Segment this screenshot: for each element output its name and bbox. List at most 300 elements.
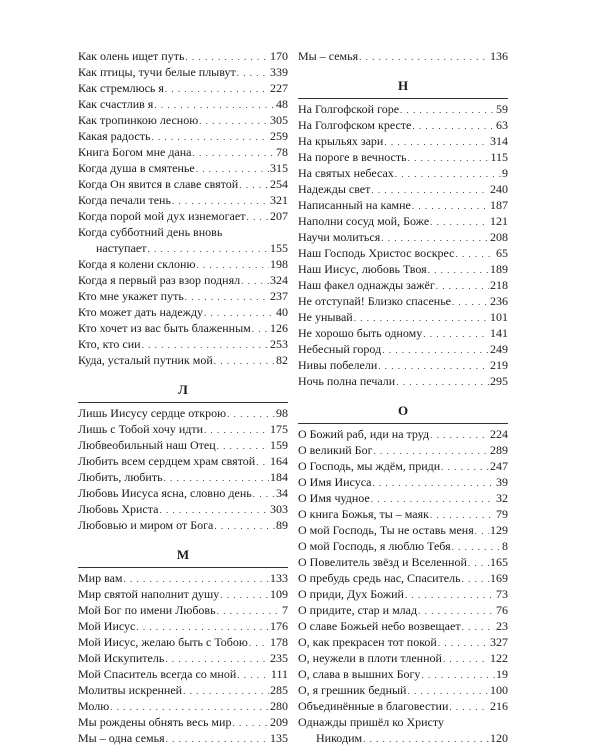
entry-title: О Господь, мы ждём, приди bbox=[298, 459, 441, 473]
entry-title: О, как прекрасен тот покой bbox=[298, 635, 437, 649]
entry-title: Любовь Христа bbox=[78, 502, 159, 516]
dot-leader bbox=[196, 257, 269, 273]
dot-leader bbox=[232, 715, 269, 731]
dot-leader bbox=[363, 731, 489, 747]
entry-page-number: 184 bbox=[270, 470, 288, 484]
entry-page-number: 327 bbox=[490, 635, 508, 649]
index-entry[interactable] bbox=[78, 570, 288, 586]
index-entry[interactable] bbox=[298, 165, 508, 181]
index-entry-list bbox=[78, 568, 288, 746]
entry-title: Наш Господь Христос воскрес bbox=[298, 246, 455, 260]
dot-leader bbox=[381, 230, 489, 246]
dot-leader bbox=[384, 134, 489, 150]
entry-page-number: 237 bbox=[270, 289, 288, 303]
index-entry[interactable] bbox=[298, 245, 508, 261]
index-entry[interactable] bbox=[78, 80, 288, 96]
dot-leader bbox=[246, 209, 269, 225]
entry-page-number: 48 bbox=[276, 97, 288, 111]
index-entry[interactable] bbox=[298, 101, 508, 117]
entry-page-number: 247 bbox=[490, 459, 508, 473]
index-entry[interactable] bbox=[78, 336, 288, 352]
entry-page-number: 122 bbox=[490, 651, 508, 665]
dot-leader bbox=[253, 486, 275, 502]
entry-title: О книга Божья, ты – маяк bbox=[298, 507, 429, 521]
entry-title: Научи молиться bbox=[298, 230, 381, 244]
entry-title: Книга Богом мне дана bbox=[78, 145, 192, 159]
index-entry[interactable] bbox=[298, 522, 508, 538]
index-entry[interactable] bbox=[298, 426, 508, 442]
entry-title: Как птицы, тучи белые плывут bbox=[78, 65, 236, 79]
index-entry[interactable] bbox=[78, 453, 288, 469]
dot-leader bbox=[436, 278, 489, 294]
entry-title: Лишь Иисусу сердце открою bbox=[78, 406, 227, 420]
entry-title: Ночь полна печали bbox=[298, 374, 396, 388]
index-entry[interactable] bbox=[78, 586, 288, 602]
entry-page-number: 121 bbox=[490, 214, 508, 228]
index-entry[interactable] bbox=[298, 197, 508, 213]
index-entry[interactable] bbox=[298, 666, 508, 682]
dot-leader bbox=[423, 326, 489, 342]
entry-title: Наш факел однажды зажёг bbox=[298, 278, 435, 292]
dot-leader bbox=[418, 603, 495, 619]
entry-title: Небесный город bbox=[298, 342, 382, 356]
index-entry[interactable] bbox=[298, 341, 508, 357]
index-section bbox=[298, 74, 508, 389]
dot-leader bbox=[373, 443, 489, 459]
index-entry[interactable] bbox=[78, 517, 288, 533]
entry-title: Объединённые в благовестии bbox=[298, 699, 449, 713]
dot-leader bbox=[354, 310, 489, 326]
entry-title-continued: Никодим bbox=[316, 731, 363, 745]
index-entry[interactable] bbox=[78, 485, 288, 501]
entry-page-number: 259 bbox=[270, 129, 288, 143]
dot-leader bbox=[441, 459, 489, 475]
index-entry[interactable] bbox=[78, 64, 288, 80]
index-entry[interactable] bbox=[298, 698, 508, 714]
entry-page-number: 19 bbox=[496, 667, 508, 681]
entry-title: Любовью и миром от Бога bbox=[78, 518, 214, 532]
entry-title: О, слава в вышних Богу bbox=[298, 667, 421, 681]
entry-page-number: 115 bbox=[490, 150, 508, 164]
section-letter: М bbox=[176, 547, 190, 562]
dot-leader bbox=[412, 118, 495, 134]
index-entry[interactable] bbox=[298, 554, 508, 570]
entry-page-number: 315 bbox=[270, 161, 288, 175]
dot-leader bbox=[378, 358, 489, 374]
index-entry[interactable] bbox=[78, 405, 288, 421]
entry-page-number: 34 bbox=[276, 486, 288, 500]
index-entry[interactable] bbox=[298, 634, 508, 650]
index-entry[interactable] bbox=[298, 682, 508, 698]
entry-title: Лишь с Тобой хочу идти bbox=[78, 422, 204, 436]
dot-leader bbox=[405, 587, 495, 603]
entry-title: Когда субботний день вновь bbox=[78, 225, 223, 239]
dot-leader bbox=[421, 667, 495, 683]
entry-title: Как олень ищет путь bbox=[78, 49, 185, 63]
entry-title: Когда я первый раз взор поднял bbox=[78, 273, 241, 287]
entry-title: Как тропинкою лесною bbox=[78, 113, 199, 127]
dot-leader bbox=[408, 150, 490, 166]
entry-page-number: 339 bbox=[270, 65, 288, 79]
entry-page-number: 89 bbox=[276, 518, 288, 532]
dot-leader bbox=[124, 571, 269, 587]
index-entry[interactable] bbox=[298, 474, 508, 490]
entry-page-number: 120 bbox=[490, 731, 508, 745]
dot-leader bbox=[475, 523, 489, 539]
entry-title: О Повелитель звёзд и Вселенной bbox=[298, 555, 467, 569]
entry-page-number: 224 bbox=[490, 427, 508, 441]
entry-title: Любить, любить bbox=[78, 470, 163, 484]
index-entry[interactable] bbox=[298, 181, 508, 197]
index-entry[interactable] bbox=[78, 288, 288, 304]
dot-leader bbox=[110, 699, 269, 715]
entry-title: Кто мне укажет путь bbox=[78, 289, 184, 303]
entry-page-number: 39 bbox=[496, 475, 508, 489]
entry-page-number: 32 bbox=[496, 491, 508, 505]
entry-page-number: 164 bbox=[270, 454, 288, 468]
entry-title: Мой Иисус bbox=[78, 619, 136, 633]
entry-line bbox=[298, 714, 508, 730]
dot-leader bbox=[456, 246, 495, 262]
dot-leader bbox=[407, 683, 489, 699]
dot-leader bbox=[142, 337, 269, 353]
index-section bbox=[298, 399, 508, 746]
dot-leader bbox=[151, 129, 269, 145]
entry-title: Мы – семья bbox=[298, 49, 359, 63]
index-entry[interactable] bbox=[78, 618, 288, 634]
index-entry[interactable] bbox=[78, 352, 288, 368]
entry-title: О придите, стар и млад bbox=[298, 603, 418, 617]
index-entry[interactable] bbox=[78, 192, 288, 208]
index-entry[interactable] bbox=[298, 277, 508, 293]
dot-leader bbox=[428, 262, 489, 278]
entry-page-number: 227 bbox=[270, 81, 288, 95]
dot-leader bbox=[183, 683, 269, 699]
entry-page-number: 178 bbox=[270, 635, 288, 649]
index-entry[interactable] bbox=[78, 208, 288, 224]
entry-title: О приди, Дух Божий bbox=[298, 587, 404, 601]
entry-title: О пребудь средь нас, Спаситель bbox=[298, 571, 461, 585]
dot-leader bbox=[430, 427, 489, 443]
entry-page-number: 101 bbox=[490, 310, 508, 324]
dot-leader bbox=[400, 102, 495, 118]
index-entry[interactable] bbox=[78, 698, 288, 714]
index-entry[interactable] bbox=[298, 586, 508, 602]
entry-page-number: 235 bbox=[270, 651, 288, 665]
index-entry[interactable] bbox=[298, 261, 508, 277]
entry-page-number: 216 bbox=[490, 699, 508, 713]
index-entry[interactable] bbox=[78, 602, 288, 618]
entry-title: Нивы побелели bbox=[298, 358, 378, 372]
dot-leader bbox=[237, 667, 270, 683]
index-entry[interactable] bbox=[298, 373, 508, 389]
dot-leader bbox=[252, 321, 269, 337]
entry-title: На пороге в вечность bbox=[298, 150, 407, 164]
index-entry[interactable] bbox=[78, 272, 288, 288]
entry-page-number: 8 bbox=[502, 539, 508, 553]
entry-title: Кто может дать надежду bbox=[78, 305, 204, 319]
entry-title-continued: наступает bbox=[96, 241, 147, 255]
entry-title: О, неужели в плоти тленной bbox=[298, 651, 442, 665]
index-section bbox=[78, 543, 288, 746]
entry-page-number: 98 bbox=[276, 406, 288, 420]
entry-page-number: 218 bbox=[490, 278, 508, 292]
index-entry[interactable] bbox=[298, 490, 508, 506]
dot-leader bbox=[199, 113, 269, 129]
entry-title: О Имя Иисуса bbox=[298, 475, 372, 489]
dot-leader bbox=[217, 603, 281, 619]
entry-page-number: 303 bbox=[270, 502, 288, 516]
entry-line bbox=[78, 224, 288, 240]
dot-leader bbox=[468, 555, 489, 571]
entry-title: Куда, усталый путник мой bbox=[78, 353, 213, 367]
index-entry[interactable] bbox=[298, 602, 508, 618]
index-entry[interactable] bbox=[298, 650, 508, 666]
index-entry[interactable] bbox=[78, 112, 288, 128]
entry-title: О славе Божьей небо возвещает bbox=[298, 619, 461, 633]
index-entry[interactable] bbox=[78, 128, 288, 144]
entry-title: На святых небесах bbox=[298, 166, 394, 180]
dot-leader bbox=[249, 635, 269, 651]
dot-leader bbox=[462, 571, 489, 587]
index-entry[interactable] bbox=[298, 309, 508, 325]
entry-page-number: 207 bbox=[270, 209, 288, 223]
section-letter: Л bbox=[178, 382, 188, 397]
index-entry[interactable] bbox=[298, 149, 508, 165]
dot-leader bbox=[165, 81, 269, 97]
entry-title: Мой Иисус, желаю быть с Тобою bbox=[78, 635, 248, 649]
index-entry[interactable] bbox=[78, 48, 288, 64]
index-entry[interactable] bbox=[298, 538, 508, 554]
dot-leader bbox=[462, 619, 495, 635]
dot-leader bbox=[193, 145, 276, 161]
index-entry[interactable] bbox=[298, 213, 508, 229]
index-section bbox=[78, 378, 288, 533]
index-entry[interactable] bbox=[78, 634, 288, 650]
dot-leader bbox=[185, 49, 269, 65]
index-entry[interactable] bbox=[78, 176, 288, 192]
entry-title: Мир вам bbox=[78, 571, 123, 585]
entry-page-number: 159 bbox=[270, 438, 288, 452]
entry-page-number: 285 bbox=[270, 683, 288, 697]
entry-page-number: 289 bbox=[490, 443, 508, 457]
index-entry[interactable] bbox=[78, 224, 288, 256]
entry-page-number: 280 bbox=[270, 699, 288, 713]
index-entry[interactable] bbox=[298, 570, 508, 586]
entry-title: Как стремлюсь я bbox=[78, 81, 164, 95]
index-entry[interactable] bbox=[78, 650, 288, 666]
entry-title: Мой Спаситель всегда со мной bbox=[78, 667, 237, 681]
entry-title: О Имя чудное bbox=[298, 491, 370, 505]
index-entry[interactable] bbox=[78, 730, 288, 746]
entry-title: О мой Господь, Ты не оставь меня bbox=[298, 523, 474, 537]
entry-page-number: 314 bbox=[490, 134, 508, 148]
dot-leader bbox=[241, 273, 269, 289]
entry-page-number: 9 bbox=[502, 166, 508, 180]
index-entry[interactable] bbox=[78, 501, 288, 517]
entry-page-number: 175 bbox=[270, 422, 288, 436]
entry-title: Молитвы искренней bbox=[78, 683, 183, 697]
section-letter: Н bbox=[397, 78, 409, 93]
entry-page-number: 79 bbox=[496, 507, 508, 521]
entry-page-number: 100 bbox=[490, 683, 508, 697]
entry-title: Когда душа в смятенье bbox=[78, 161, 195, 175]
dot-leader bbox=[452, 539, 501, 555]
index-entry[interactable] bbox=[298, 442, 508, 458]
index-entry[interactable] bbox=[298, 117, 508, 133]
entry-page-number: 136 bbox=[490, 49, 508, 63]
entry-title: Мир святой наполнит душу bbox=[78, 587, 220, 601]
entry-page-number: 187 bbox=[490, 198, 508, 212]
entry-page-number: 155 bbox=[270, 241, 288, 255]
dot-leader bbox=[159, 502, 269, 518]
entry-page-number: 198 bbox=[270, 257, 288, 271]
index-entry[interactable] bbox=[298, 325, 508, 341]
entry-title: Мы рождены обнять весь мир bbox=[78, 715, 232, 729]
dot-leader bbox=[443, 651, 489, 667]
index-entry[interactable] bbox=[78, 437, 288, 453]
entry-title: Любвеобильный наш Отец bbox=[78, 438, 216, 452]
dot-leader bbox=[449, 699, 489, 715]
dot-leader bbox=[382, 342, 489, 358]
entry-title: Любовь Иисуса ясна, словно день bbox=[78, 486, 252, 500]
entry-page-number: 135 bbox=[270, 731, 288, 745]
dot-leader bbox=[430, 214, 489, 230]
entry-page-number: 82 bbox=[276, 353, 288, 367]
index-entry[interactable] bbox=[78, 469, 288, 485]
dot-leader bbox=[166, 731, 269, 747]
entry-page-number: 321 bbox=[270, 193, 288, 207]
entry-page-number: 254 bbox=[270, 177, 288, 191]
entry-page-number: 40 bbox=[276, 305, 288, 319]
entry-title: Написанный на камне bbox=[298, 198, 411, 212]
entry-page-number: 78 bbox=[276, 145, 288, 159]
entry-page-number: 169 bbox=[490, 571, 508, 585]
dot-leader bbox=[164, 470, 269, 486]
entry-page-number: 208 bbox=[490, 230, 508, 244]
index-entry[interactable] bbox=[298, 618, 508, 634]
index-entry[interactable] bbox=[298, 229, 508, 245]
entry-page-number: 73 bbox=[496, 587, 508, 601]
dot-leader bbox=[359, 49, 489, 65]
index-entry[interactable] bbox=[78, 96, 288, 112]
entry-page-number: 219 bbox=[490, 358, 508, 372]
index-column-left bbox=[78, 46, 288, 756]
entry-page-number: 295 bbox=[490, 374, 508, 388]
dot-leader bbox=[204, 422, 269, 438]
entry-page-number: 126 bbox=[270, 321, 288, 335]
entry-title: Однажды пришёл ко Христу bbox=[298, 715, 444, 729]
index-entry[interactable] bbox=[78, 160, 288, 176]
section-letter: О bbox=[397, 403, 409, 418]
entry-title: Мой Бог по имени Любовь bbox=[78, 603, 216, 617]
dot-leader bbox=[237, 65, 269, 81]
dot-leader bbox=[373, 475, 496, 491]
entry-page-number: 111 bbox=[270, 667, 288, 681]
index-entry[interactable] bbox=[78, 666, 288, 682]
dot-leader bbox=[396, 374, 489, 390]
index-entry[interactable] bbox=[78, 256, 288, 272]
index-entry[interactable] bbox=[78, 320, 288, 336]
entry-page-number: 249 bbox=[490, 342, 508, 356]
index-entry[interactable] bbox=[78, 304, 288, 320]
entry-page-number: 176 bbox=[270, 619, 288, 633]
index-entry[interactable] bbox=[298, 293, 508, 309]
entry-title: О великий Бог bbox=[298, 443, 373, 457]
entry-title: Не хорошо быть одному bbox=[298, 326, 423, 340]
entry-title: Какая радость bbox=[78, 129, 151, 143]
entry-page-number: 240 bbox=[490, 182, 508, 196]
dot-leader bbox=[412, 198, 489, 214]
index-entry[interactable] bbox=[78, 421, 288, 437]
dot-leader bbox=[438, 635, 489, 651]
index-entry[interactable] bbox=[78, 682, 288, 698]
index-section bbox=[298, 46, 508, 64]
entry-title: Наполни сосуд мой, Боже bbox=[298, 214, 430, 228]
entry-page-number: 133 bbox=[270, 571, 288, 585]
dot-leader bbox=[147, 241, 269, 257]
entry-title: Мой Искупитель bbox=[78, 651, 165, 665]
dot-leader bbox=[371, 182, 489, 198]
index-entry[interactable] bbox=[298, 48, 508, 64]
entry-page-number: 305 bbox=[270, 113, 288, 127]
dot-leader bbox=[214, 353, 275, 369]
entry-title: Не отступай! Близко спасенье bbox=[298, 294, 451, 308]
dot-leader bbox=[452, 294, 489, 310]
dot-leader bbox=[204, 305, 275, 321]
entry-line bbox=[298, 730, 508, 746]
dot-leader bbox=[214, 518, 275, 534]
dot-leader bbox=[185, 289, 269, 305]
index-entry[interactable] bbox=[298, 357, 508, 373]
entry-title: Мы – одна семья bbox=[78, 731, 165, 745]
entry-page-number: 209 bbox=[270, 715, 288, 729]
entry-title: На Голгофской горе bbox=[298, 102, 400, 116]
dot-leader bbox=[196, 161, 269, 177]
entry-page-number: 129 bbox=[490, 523, 508, 537]
index-entry[interactable] bbox=[78, 714, 288, 730]
dot-leader bbox=[165, 651, 269, 667]
index-entry-list bbox=[78, 403, 288, 533]
entry-title: Кто, кто сии bbox=[78, 337, 141, 351]
index-entry[interactable] bbox=[298, 714, 508, 746]
entry-title: Когда я колени склоню bbox=[78, 257, 196, 271]
entry-title: Не унывай bbox=[298, 310, 353, 324]
entry-page-number: 165 bbox=[490, 555, 508, 569]
dot-leader bbox=[256, 454, 269, 470]
index-entry[interactable] bbox=[298, 133, 508, 149]
dot-leader bbox=[172, 193, 269, 209]
entry-page-number: 141 bbox=[490, 326, 508, 340]
index-entry[interactable] bbox=[298, 458, 508, 474]
entry-page-number: 253 bbox=[270, 337, 288, 351]
entry-title: Любить всем сердцем храм святой bbox=[78, 454, 256, 468]
entry-line bbox=[78, 240, 288, 256]
entry-page-number: 324 bbox=[270, 273, 288, 287]
index-entry-list bbox=[298, 424, 508, 746]
entry-title: Надежды свет bbox=[298, 182, 371, 196]
entry-page-number: 59 bbox=[496, 102, 508, 116]
entry-page-number: 236 bbox=[490, 294, 508, 308]
index-entry[interactable] bbox=[298, 506, 508, 522]
entry-page-number: 170 bbox=[270, 49, 288, 63]
dot-leader bbox=[227, 406, 275, 422]
index-entry[interactable] bbox=[78, 144, 288, 160]
dot-leader bbox=[154, 97, 275, 113]
dot-leader bbox=[239, 177, 269, 193]
dot-leader bbox=[217, 438, 269, 454]
entry-title: Когда печали тень bbox=[78, 193, 171, 207]
